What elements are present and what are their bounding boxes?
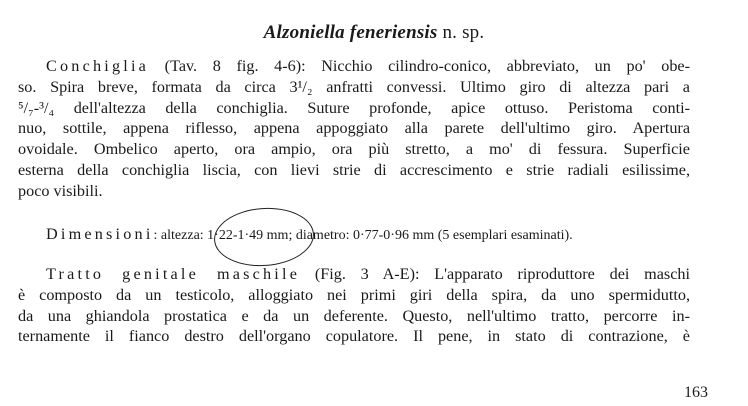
genital-tract-description (18, 264, 690, 347)
shell-line-5: ovoidale. Ombelico aperto, ora ampio, ora più stretto, a mo' di fessura. Superficie (18, 140, 690, 159)
shell-line-2: so. Spira breve, formata da circa 3¹/₂ anfratti convessi. Ultimo giro di altezza pari a (18, 77, 690, 96)
species-status: n. sp. (442, 22, 485, 43)
genital-line-3: da una ghiandola prostatica e da un deferente. Questo, nell'ultimo tratto, percorre in- (18, 306, 690, 325)
species-name: Alzoniella feneriensis (263, 22, 438, 43)
shell-line-4: nuo, sottile, appena riflesso, appena appoggiato alla parete dell'ultimo giro. Apertura (18, 119, 690, 138)
genital-line-4: ternamente il fianco destro dell'organo copulatore. Il pene, in stato di contrazione, è (18, 327, 690, 346)
page-number: 163 (684, 384, 708, 401)
genital-line-1: Tratto genitale maschile (Fig. 3 A-E): L'apparato riproduttore dei maschi (46, 265, 690, 283)
shell-description (18, 56, 690, 202)
dimensions-line (18, 224, 690, 247)
shell-heading: Conchiglia (46, 57, 150, 75)
shell-line-3: ⁵/₇-³/₄ dell'altezza della conchiglia. Suture profonde, apice ottuso. Peristoma conti- (18, 98, 690, 117)
genital-line-2: è composto da un testicolo, alloggiato nei primi giri della spira, da uno spermidutto, (18, 285, 690, 304)
genital-heading: Tratto genitale maschile (46, 265, 301, 283)
species-title (0, 22, 748, 44)
shell-line-6: esterna della conchiglia liscia, con lievi strie di accrescimento e strie radiali esilissime, (18, 160, 690, 179)
dimensions-values: : altezza: 1·22-1·49 mm; diametro: 0·77-0·96 mm (5 esemplari esaminati). (153, 228, 573, 243)
shell-line-1: Conchiglia (Tav. 8 fig. 4-6): Nicchio cilindro-conico, abbreviato, un po' obe- (46, 57, 690, 75)
shell-line-7: poco visibili. (18, 181, 103, 200)
dimensions-paragraph (18, 224, 690, 247)
dimensions-heading: Dimensioni (46, 225, 154, 243)
